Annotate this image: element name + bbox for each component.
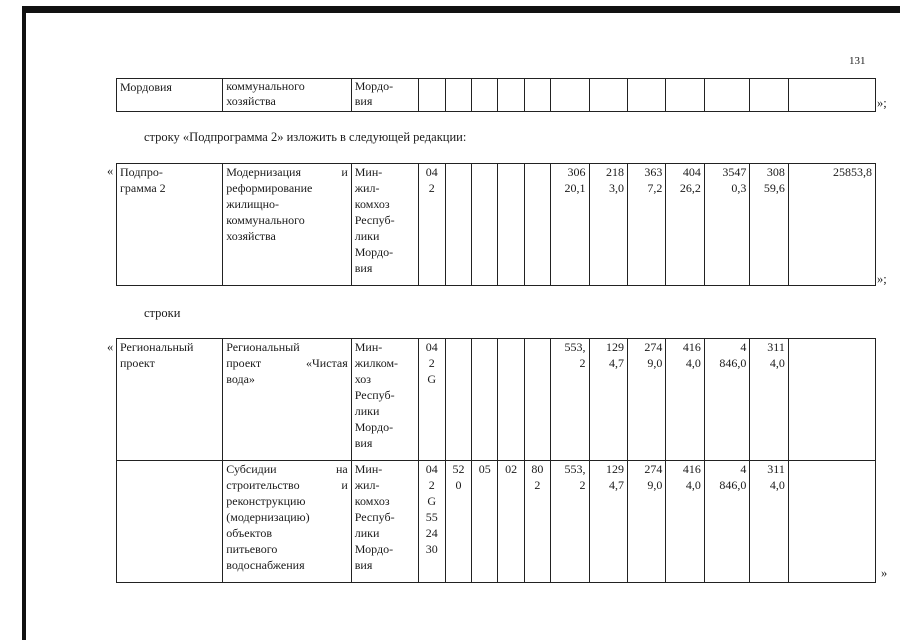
cell-subsidy-k4: 80 2: [524, 461, 550, 583]
cell-regional-name: Региональный проект: [117, 339, 223, 461]
cell-subsidy-exec: Мин- жил- комхоз Респуб- лики Мордо- вия: [351, 461, 418, 583]
table-subprogram-2: [116, 163, 876, 286]
cell-regional-exec: Мин- жилком- хоз Респуб- лики Мордо- вия: [351, 339, 418, 461]
cell-subsidy-value-3: 274 9,0: [627, 461, 665, 583]
cell-subsidy-code: 04 2 G 55 24 30: [418, 461, 445, 583]
cell-mordovia-2: Мордо- вия: [351, 79, 418, 112]
cell-subprogram-exec: Мин- жил- комхоз Респуб- лики Мордо- вия: [351, 164, 418, 286]
cell-subsidy-desc: [223, 461, 352, 583]
cell-regional-desc: [223, 339, 352, 461]
cell-mordovia: Мордовия: [117, 79, 223, 112]
cell-value-7: 25853,8: [788, 164, 875, 286]
desc-rest: реформирование жилищно- коммунального хозяйства: [226, 181, 313, 243]
cell-subsidy-k2: 05: [472, 461, 498, 583]
subsidy-desc-line-1: Субсидии на: [226, 462, 348, 476]
cell-regional-value-3: 274 9,0: [627, 339, 665, 461]
cell-value-3: 363 7,2: [627, 164, 665, 286]
cell-regional-value-5: 4 846,0: [704, 339, 750, 461]
cell-regional-value-1: 553, 2: [551, 339, 589, 461]
subsidy-desc-line-2: строительство и: [226, 478, 348, 492]
cell-subsidy-value-2: 129 4,7: [589, 461, 627, 583]
cell-subsidy-value-1: 553, 2: [551, 461, 589, 583]
regional-desc-line-3: вода»: [226, 372, 255, 386]
opening-quote-2: «: [107, 164, 114, 178]
closing-quote-2: »;: [877, 272, 887, 286]
left-border-bar: [22, 6, 26, 640]
closing-quote-1: »;: [877, 96, 887, 110]
cell-regional-code: 04 2 G: [418, 339, 445, 461]
cell-communal: коммунального хозяйства: [223, 79, 352, 112]
cell-subprogram-name: Подпро- грамма 2: [117, 164, 223, 286]
subsidy-desc-rest: реконструкцию (модернизацию) объектов питьевого водоснабжения: [226, 494, 310, 572]
opening-quote-3: «: [107, 340, 114, 354]
instruction-1: строку «Подпрограмма 2» изложить в следующей редакции:: [144, 130, 467, 144]
instruction-2: строки: [144, 306, 181, 320]
cell-subprogram-desc: [223, 164, 352, 286]
cell-subprogram-code: 04 2: [418, 164, 445, 286]
page-number: 131: [849, 55, 866, 67]
cell-value-2: 218 3,0: [589, 164, 627, 286]
cell-value-4: 404 26,2: [666, 164, 704, 286]
table-regional-project: [116, 338, 876, 583]
regional-desc-line-2: проект «Чистая: [226, 356, 348, 370]
cell-regional-value-2: 129 4,7: [589, 339, 627, 461]
cell-value-5: 3547 0,3: [704, 164, 750, 286]
cell-value-6: 308 59,6: [750, 164, 788, 286]
cell-regional-value-4: 416 4,0: [666, 339, 704, 461]
desc-line-1: Модернизация и: [226, 165, 348, 179]
cell-subsidy-value-5: 4 846,0: [704, 461, 750, 583]
top-border-bar: [22, 6, 900, 13]
cell-subsidy-k3: 02: [498, 461, 524, 583]
cell-regional-value-6: 311 4,0: [750, 339, 788, 461]
cell-subsidy-value-6: 311 4,0: [750, 461, 788, 583]
closing-quote-3: »: [881, 566, 888, 580]
cell-subsidy-value-4: 416 4,0: [666, 461, 704, 583]
table-fragment-top: [116, 78, 876, 112]
cell-subsidy-k1: 52 0: [445, 461, 471, 583]
cell-value-1: 306 20,1: [551, 164, 589, 286]
regional-desc-line-1: Региональный: [226, 340, 300, 354]
